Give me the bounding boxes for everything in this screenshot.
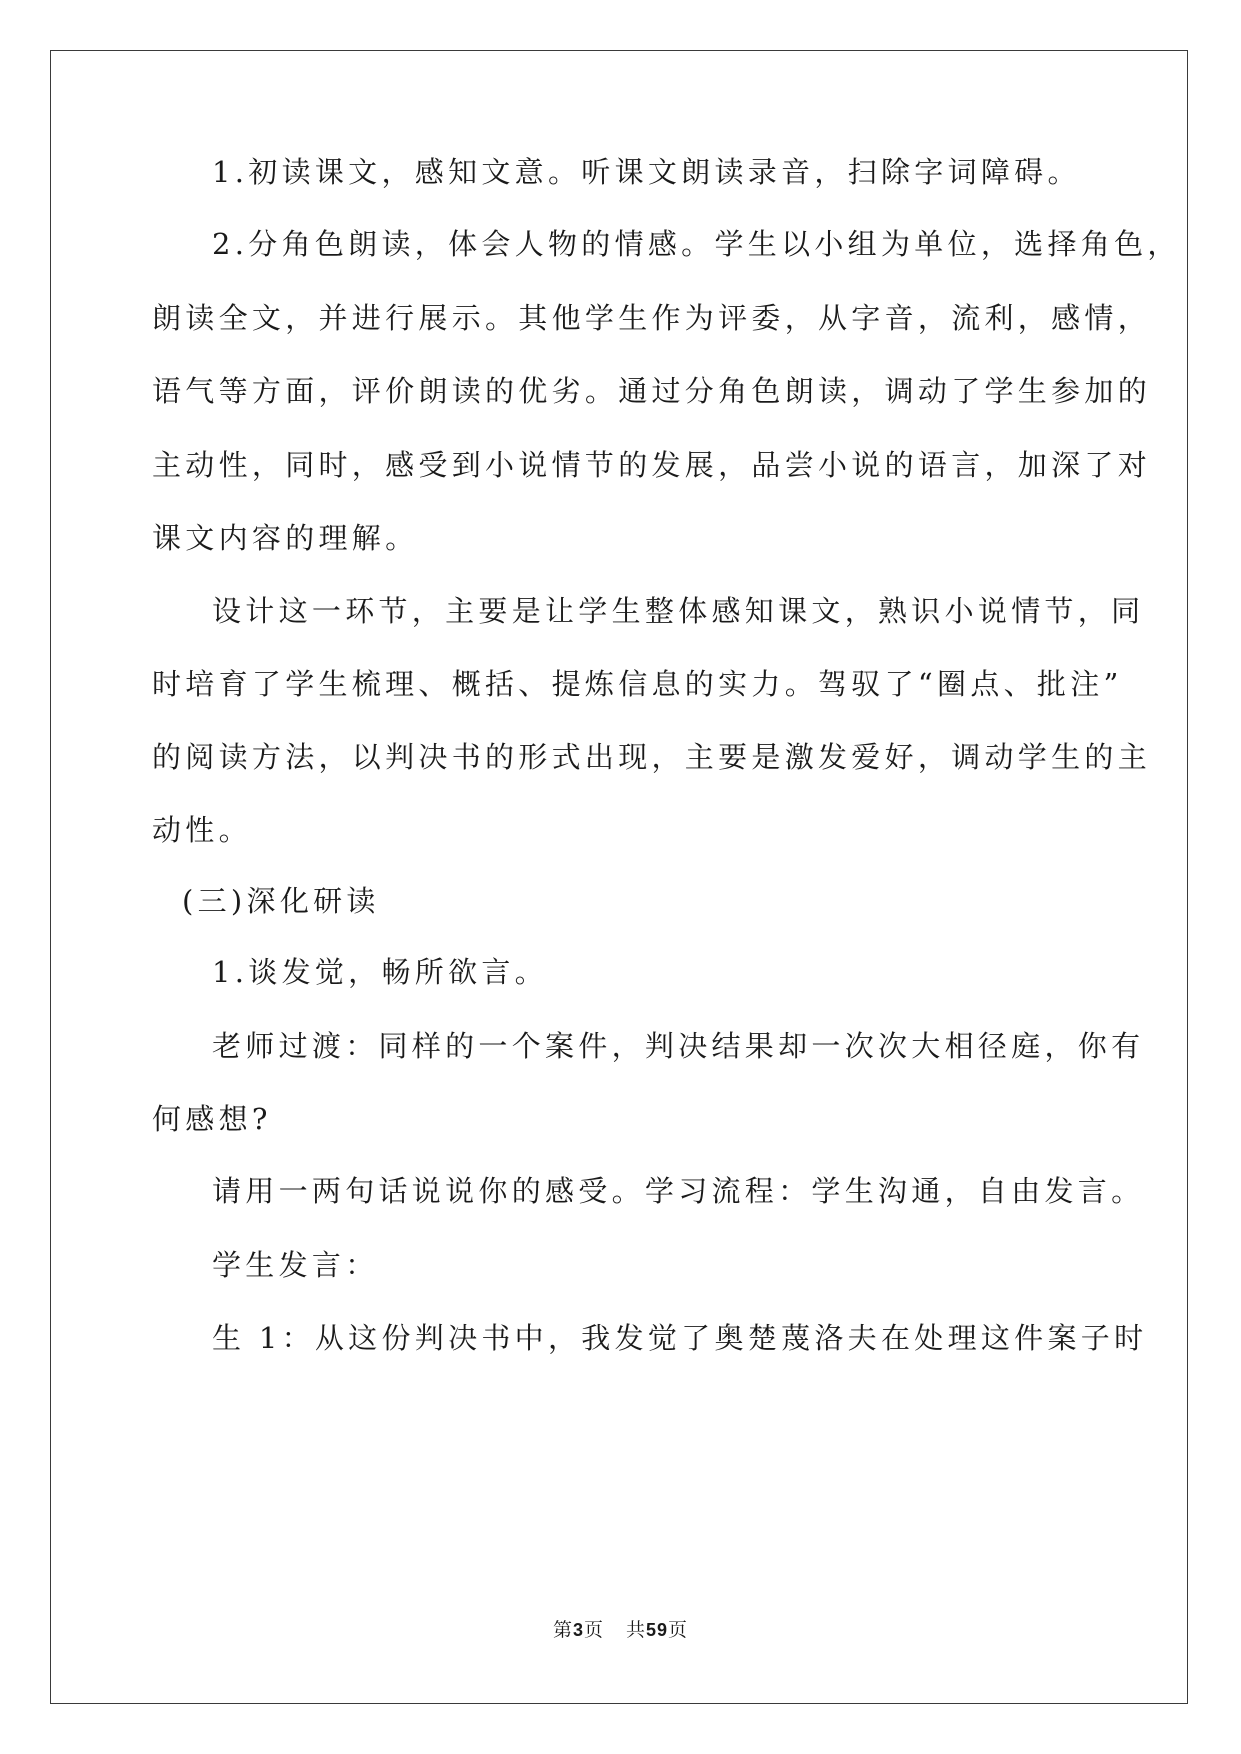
paragraph-line: 生 1：从这份判决书中，我发觉了奥楚蔑洛夫在处理这件案子时 [212,1321,1148,1355]
page-footer [0,1615,1241,1642]
paragraph-line: 何感想? [152,1102,272,1136]
total-suffix: 页 [668,1619,689,1641]
paragraph-line: 学生发言： [212,1248,379,1282]
paragraph-line: 语气等方面，评价朗读的优劣。通过分角色朗读，调动了学生参加的 [152,374,1152,408]
paragraph-line: 2.分角色朗读，体会人物的情感。学生以小组为单位，选择角色， [212,227,1181,261]
paragraph-line: 1.初读课文，感知文意。听课文朗读录音，扫除字词障碍。 [212,155,1081,189]
paragraph-line: 设计这一环节，主要是让学生整体感知课文，熟识小说情节，同 [212,594,1145,628]
paragraph-line: 课文内容的理解。 [152,521,419,555]
paragraph-line: 主动性，同时，感受到小说情节的发展，品尝小说的语言，加深了对 [152,448,1152,482]
paragraph-line: 的阅读方法，以判决书的形式出现，主要是激发爱好，调动学生的主 [152,740,1152,774]
total-pages: 59 [646,1620,669,1640]
paragraph-line: 朗读全文，并进行展示。其他学生作为评委，从字音，流利，感情， [152,301,1152,335]
paragraph-line: 时培育了学生梳理、概括、提炼信息的实力。驾驭了“圈点、批注” [152,667,1123,701]
page-suffix: 页 [583,1619,604,1641]
page-prefix: 第 [552,1619,573,1641]
paragraph-line: 请用一两句话说说你的感受。学习流程：学生沟通，自由发言。 [212,1174,1145,1208]
paragraph-line: 动性。 [152,813,252,847]
paragraph-line: 1.谈发觉，畅所欲言。 [212,955,548,989]
page-number: 3 [572,1620,584,1640]
section-heading: (三)深化研读 [182,884,380,918]
paragraph-line: 老师过渡：同样的一个案件，判决结果却一次次大相径庭，你有 [212,1029,1145,1063]
total-prefix: 共 [625,1619,646,1641]
